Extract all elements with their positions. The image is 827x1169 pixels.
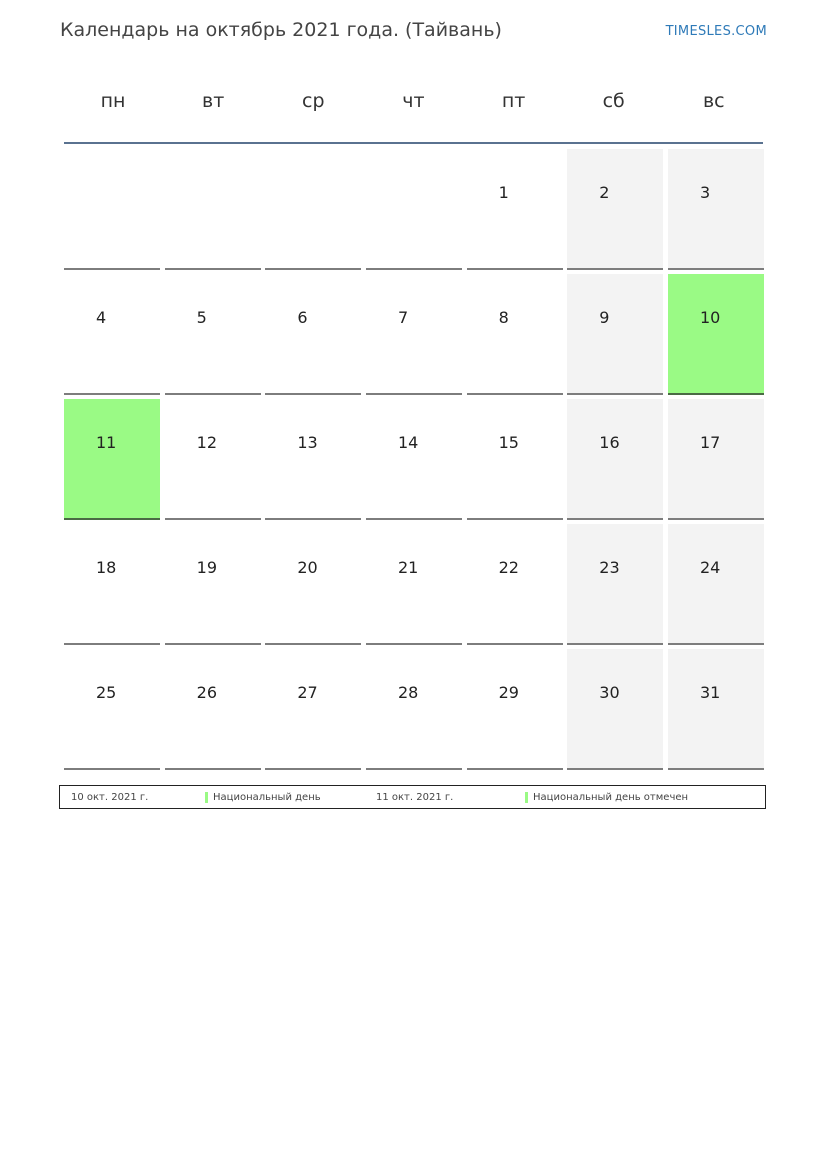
page-title: Календарь на октябрь 2021 года. (Тайвань) (60, 19, 502, 41)
day-number: 9 (599, 308, 610, 327)
day-cell (265, 399, 361, 520)
weekday-label: вт (202, 90, 225, 112)
day-cell-empty (165, 149, 261, 270)
day-number: 7 (397, 308, 409, 327)
day-cell (366, 399, 462, 520)
day-number: 29 (498, 683, 519, 702)
day-number: 6 (297, 308, 308, 327)
day-cell (467, 649, 563, 770)
legend-swatch (205, 792, 208, 803)
weekday-label: пт (501, 90, 526, 112)
day-number: 26 (196, 683, 218, 702)
day-number: 13 (297, 433, 318, 452)
day-cell (467, 524, 563, 645)
brand-link[interactable]: TIMESLES.COM (665, 24, 767, 39)
weekend-day-cell (668, 524, 764, 645)
day-number: 14 (397, 433, 419, 452)
day-number: 28 (397, 683, 419, 702)
day-number: 27 (297, 683, 318, 702)
day-number: 23 (599, 558, 620, 577)
day-number: 12 (196, 433, 218, 452)
day-cell-empty (265, 149, 361, 270)
weekend-day-cell (668, 149, 764, 270)
weekend-day-cell (567, 649, 663, 770)
weekend-day-cell (668, 399, 764, 520)
day-cell (467, 399, 563, 520)
day-number: 30 (599, 683, 620, 702)
weekday-label: пн (100, 90, 126, 112)
day-cell (467, 149, 563, 270)
day-number: 1 (498, 183, 509, 202)
day-cell (366, 274, 462, 395)
holiday-legend (59, 785, 766, 809)
day-cell (265, 524, 361, 645)
day-number: 15 (498, 433, 519, 452)
weekend-day-cell (567, 274, 663, 395)
day-number: 24 (699, 558, 721, 577)
legend-label: Национальный день отмечен (533, 792, 689, 803)
holiday-day-cell (668, 274, 764, 395)
day-number: 22 (498, 558, 519, 577)
legend-label: Национальный день (213, 792, 321, 803)
day-cell (366, 649, 462, 770)
weekend-day-cell (567, 149, 663, 270)
day-cell-empty (366, 149, 462, 270)
day-cell (467, 274, 563, 395)
day-cell (165, 399, 261, 520)
day-cell (64, 274, 160, 395)
day-number: 4 (96, 308, 107, 327)
day-cell (366, 524, 462, 645)
day-cell (165, 524, 261, 645)
day-number: 20 (297, 558, 318, 577)
day-number: 25 (96, 683, 117, 702)
day-cell-empty (64, 149, 160, 270)
day-number: 11 (96, 433, 117, 452)
holiday-day-cell (64, 399, 160, 520)
day-number: 17 (699, 433, 721, 452)
legend-date: 11 окт. 2021 г. (376, 792, 454, 803)
day-number: 16 (599, 433, 620, 452)
day-cell (265, 649, 361, 770)
day-cell (64, 524, 160, 645)
calendar-grid (64, 149, 764, 770)
day-number: 2 (599, 183, 610, 202)
day-number: 21 (397, 558, 419, 577)
day-cell (165, 649, 261, 770)
day-number: 10 (699, 308, 721, 327)
weekend-day-cell (567, 524, 663, 645)
header-divider (64, 142, 763, 144)
weekday-label: вс (702, 90, 725, 112)
day-number: 5 (196, 308, 207, 327)
weekday-label: сб (602, 90, 625, 112)
weekend-day-cell (567, 399, 663, 520)
day-cell (64, 649, 160, 770)
weekend-day-cell (668, 649, 764, 770)
day-number: 31 (699, 683, 721, 702)
weekday-label: ср (302, 90, 325, 112)
day-number: 8 (498, 308, 509, 327)
weekday-header (63, 90, 764, 118)
day-number: 19 (196, 558, 218, 577)
legend-date: 10 окт. 2021 г. (71, 792, 149, 803)
weekday-label: чт (402, 90, 425, 112)
day-cell (265, 274, 361, 395)
day-number: 3 (699, 183, 711, 202)
legend-swatch (525, 792, 528, 803)
day-cell (165, 274, 261, 395)
day-number: 18 (96, 558, 117, 577)
